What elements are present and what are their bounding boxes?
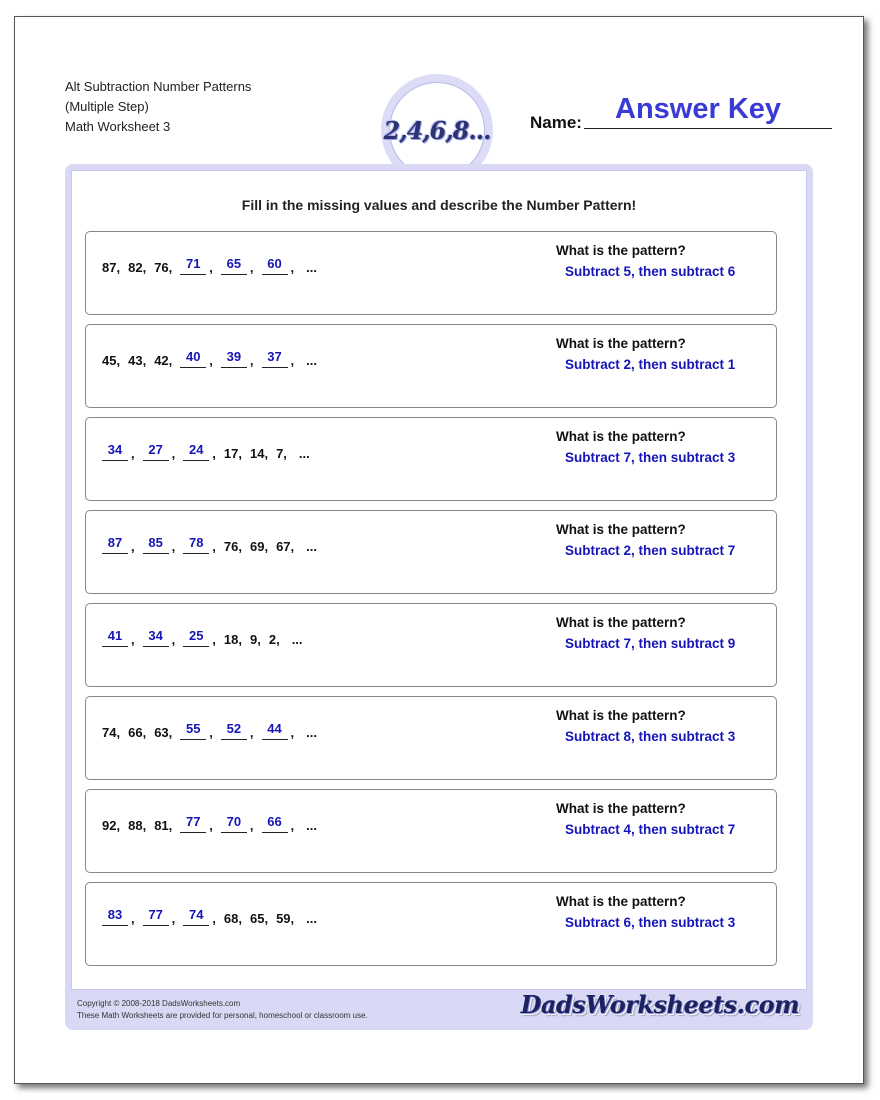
separator: , [142, 260, 147, 275]
separator: , [264, 446, 269, 461]
pattern-answer: Subtract 7, then subtract 9 [565, 636, 736, 651]
answer-blank[interactable]: 25 [183, 628, 209, 647]
name-line [584, 128, 832, 129]
pattern-answer: Subtract 7, then subtract 3 [565, 450, 736, 465]
term-value: 45 [102, 353, 117, 368]
answer-blank[interactable]: 70 [221, 814, 247, 833]
term-value: ... [306, 260, 317, 275]
separator: , [238, 911, 242, 926]
problem-row [85, 510, 777, 594]
pattern-question: What is the pattern? [556, 336, 686, 351]
term-value: ... [306, 818, 317, 833]
answer-blank[interactable]: 39 [221, 349, 247, 368]
term-value: 76 [154, 260, 169, 275]
problem-row [85, 231, 777, 315]
term-value: 7 [276, 446, 284, 461]
answer-blank[interactable]: 74 [183, 907, 209, 926]
term-value: 67 [276, 539, 291, 554]
term-value: ... [291, 632, 303, 647]
sequence-ellipsis [292, 632, 303, 647]
term-value: ... [306, 353, 317, 368]
separator: , [209, 260, 213, 275]
sequence-term [250, 911, 268, 926]
answer-blank[interactable]: 37 [262, 349, 288, 368]
separator: , [131, 911, 135, 926]
pattern-answer: Subtract 2, then subtract 7 [565, 543, 736, 558]
separator: , [171, 911, 176, 926]
term-value: 42 [154, 353, 169, 368]
term-value: 9 [249, 632, 258, 647]
separator: , [238, 539, 242, 554]
separator: , [290, 353, 295, 368]
term-value: 17 [223, 446, 239, 461]
term-value: 59 [276, 911, 291, 926]
worksheet-page [14, 16, 864, 1084]
pattern-answer: Subtract 2, then subtract 1 [565, 357, 736, 372]
separator: , [116, 818, 121, 833]
sequence-term [128, 818, 146, 833]
separator: , [116, 260, 121, 275]
answer-blank[interactable]: 52 [221, 721, 247, 740]
term-value: 65 [249, 911, 265, 926]
separator: , [249, 353, 254, 368]
sequence-term [276, 446, 287, 461]
sequence-ellipsis [306, 539, 317, 554]
answer-blank[interactable]: 44 [262, 721, 288, 740]
answer-blank[interactable]: 78 [183, 535, 209, 554]
answer-blank[interactable]: 27 [143, 442, 169, 461]
answer-blank[interactable]: 87 [102, 535, 128, 554]
number-sequence [102, 535, 325, 554]
problem-row [85, 696, 777, 780]
separator: , [142, 353, 147, 368]
separator: , [212, 539, 216, 554]
problems-frame [65, 164, 813, 1030]
separator: , [249, 260, 254, 275]
answer-key-label: Answer Key [615, 93, 782, 125]
separator: , [283, 446, 287, 461]
separator: , [238, 446, 242, 461]
answer-blank[interactable]: 55 [180, 721, 206, 740]
pattern-question: What is the pattern? [556, 522, 686, 537]
term-value: 68 [223, 911, 239, 926]
answer-blank[interactable]: 71 [180, 256, 206, 275]
sequence-ellipsis [306, 818, 317, 833]
term-value: ... [306, 539, 317, 554]
pattern-answer: Subtract 8, then subtract 3 [565, 729, 736, 744]
number-sequence [102, 907, 325, 926]
pattern-question: What is the pattern? [556, 801, 686, 816]
separator: , [249, 818, 254, 833]
term-value: ... [298, 446, 310, 461]
separator: , [131, 446, 135, 461]
usage-notice: These Math Worksheets are provided for personal, homeschool or classroom use. [77, 1011, 368, 1020]
sequence-term [224, 446, 242, 461]
sequence-term [250, 632, 261, 647]
answer-blank[interactable]: 24 [183, 442, 209, 461]
term-value: 87 [102, 260, 117, 275]
separator: , [238, 632, 242, 647]
term-value: 66 [128, 725, 143, 740]
answer-blank[interactable]: 65 [221, 256, 247, 275]
separator: , [131, 632, 135, 647]
separator: , [209, 353, 213, 368]
pattern-answer: Subtract 5, then subtract 6 [565, 264, 736, 279]
answer-blank[interactable]: 40 [180, 349, 206, 368]
sequence-term [102, 818, 120, 833]
sequence-term [102, 260, 120, 275]
problem-row [85, 324, 777, 408]
sequence-term [269, 632, 280, 647]
term-value: ... [306, 725, 317, 740]
sequence-ellipsis [306, 911, 317, 926]
separator: , [116, 725, 121, 740]
answer-blank[interactable]: 66 [262, 814, 288, 833]
separator: , [209, 725, 213, 740]
separator: , [168, 725, 173, 740]
answer-blank[interactable]: 77 [143, 907, 169, 926]
sequence-term [154, 260, 172, 275]
sequence-term [276, 911, 294, 926]
separator: , [209, 818, 213, 833]
term-value: 18 [223, 632, 239, 647]
term-value: 74 [102, 725, 117, 740]
sequence-term [250, 446, 268, 461]
separator: , [212, 446, 216, 461]
sequence-term [128, 353, 146, 368]
sequence-term [154, 725, 172, 740]
answer-blank[interactable]: 83 [102, 907, 128, 926]
separator: , [116, 353, 121, 368]
separator: , [142, 725, 147, 740]
pattern-question: What is the pattern? [556, 894, 686, 909]
pattern-question: What is the pattern? [556, 615, 686, 630]
term-value: 63 [154, 725, 169, 740]
problem-row [85, 603, 777, 687]
separator: , [212, 911, 216, 926]
problem-row [85, 789, 777, 873]
separator: , [264, 911, 269, 926]
sequence-term [128, 725, 146, 740]
separator: , [171, 539, 176, 554]
term-value: 14 [249, 446, 265, 461]
sequence-term [250, 539, 268, 554]
name-label: Name: [530, 113, 582, 132]
number-sequence [102, 814, 325, 833]
answer-blank[interactable]: 34 [143, 628, 169, 647]
answer-blank[interactable]: 34 [102, 442, 128, 461]
separator: , [257, 632, 261, 647]
sequence-ellipsis [306, 260, 317, 275]
pattern-question: What is the pattern? [556, 243, 686, 258]
copyright-text: Copyright © 2008-2018 DadsWorksheets.com [77, 999, 241, 1008]
separator: , [168, 353, 173, 368]
number-sequence [102, 349, 325, 368]
sequence-term [128, 260, 146, 275]
sequence-term [224, 539, 242, 554]
separator: , [171, 446, 176, 461]
separator: , [168, 260, 173, 275]
separator: , [290, 539, 295, 554]
term-value: 92 [102, 818, 117, 833]
separator: , [168, 818, 173, 833]
pattern-answer: Subtract 4, then subtract 7 [565, 822, 736, 837]
dadsworksheets-logo: DadsWorksheets.com [520, 990, 799, 1019]
pattern-answer: Subtract 6, then subtract 3 [565, 915, 736, 930]
number-sequence [102, 721, 325, 740]
sequence-term [276, 539, 294, 554]
separator: , [290, 818, 295, 833]
term-value: 81 [154, 818, 169, 833]
sequence-term [154, 353, 172, 368]
sequence-ellipsis [299, 446, 310, 461]
number-sequence [102, 442, 318, 461]
sequence-ellipsis [306, 353, 317, 368]
answer-blank[interactable]: 60 [262, 256, 288, 275]
instruction-text: Fill in the missing values and describe the Number Pattern! [241, 197, 637, 213]
separator: , [131, 539, 135, 554]
problems-panel [71, 170, 807, 990]
separator: , [290, 911, 295, 926]
sequence-term [102, 725, 120, 740]
title-line-2: (Multiple Step) [65, 99, 149, 114]
number-sequence [102, 628, 311, 647]
title-line-3: Math Worksheet 3 [65, 119, 171, 134]
term-value: 82 [128, 260, 143, 275]
separator: , [171, 632, 176, 647]
separator: , [264, 539, 269, 554]
term-value: ... [306, 911, 317, 926]
number-sequence [102, 256, 325, 275]
problem-row [85, 417, 777, 501]
pattern-question: What is the pattern? [556, 708, 686, 723]
sequence-ellipsis [306, 725, 317, 740]
term-value: 69 [249, 539, 265, 554]
pattern-question: What is the pattern? [556, 429, 686, 444]
separator: , [290, 725, 295, 740]
sequence-term [102, 353, 120, 368]
separator: , [212, 632, 216, 647]
worksheet-title [65, 77, 251, 137]
answer-blank[interactable]: 41 [102, 628, 128, 647]
answer-blank[interactable]: 77 [180, 814, 206, 833]
sequence-term [154, 818, 172, 833]
problem-row [85, 882, 777, 966]
term-value: 76 [223, 539, 239, 554]
badge-text: 2,4,6,8... [383, 115, 491, 145]
term-value: 88 [128, 818, 143, 833]
separator: , [249, 725, 254, 740]
sequence-term [224, 911, 242, 926]
footer-copyright [77, 998, 368, 1022]
separator: , [290, 260, 295, 275]
term-value: 43 [128, 353, 143, 368]
answer-blank[interactable]: 85 [143, 535, 169, 554]
sequence-term [224, 632, 242, 647]
title-line-1: Alt Subtraction Number Patterns [65, 79, 252, 94]
separator: , [142, 818, 147, 833]
separator: , [276, 632, 280, 647]
term-value: 2 [268, 632, 277, 647]
